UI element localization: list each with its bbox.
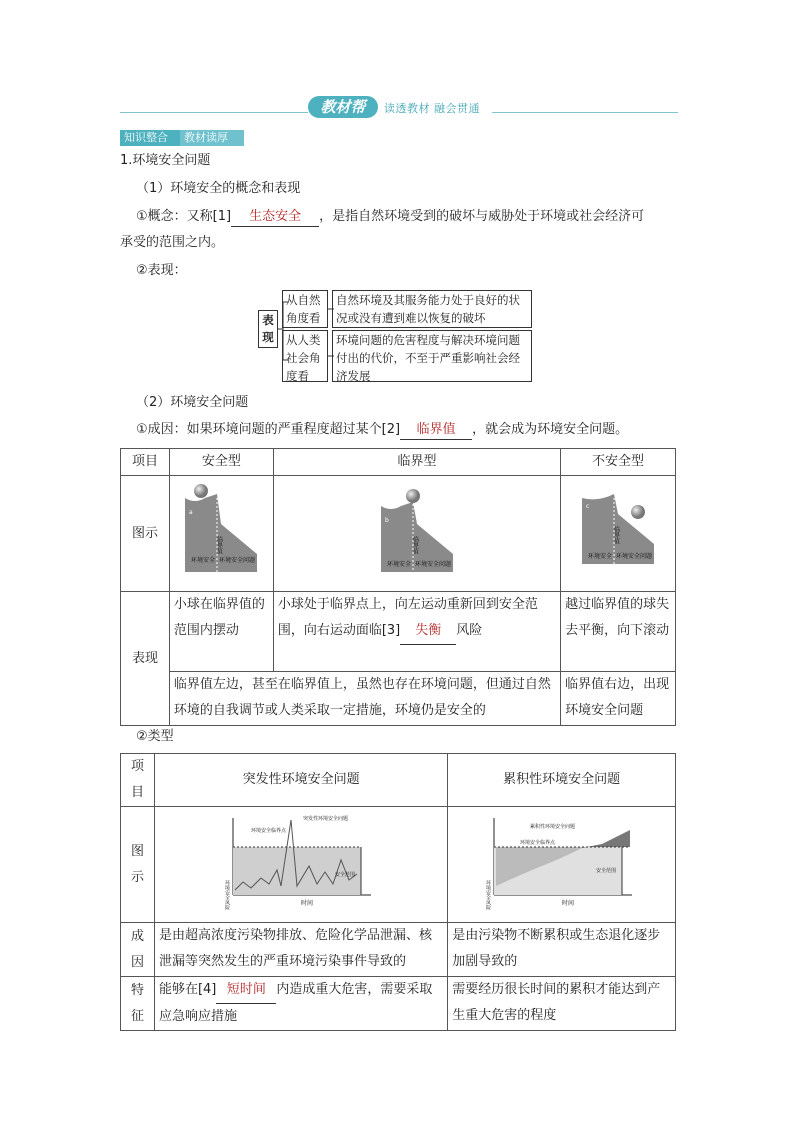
cause-answer: 临界值 bbox=[400, 421, 472, 440]
label-problem-a: 环境安全问题 bbox=[219, 556, 256, 564]
label-safe-b: 环境安全 bbox=[386, 560, 411, 568]
cause-left: 是由超高浓度污染物排放、危险化学品泄漏、核泄漏等突然发生的严重环境污染事件导致的 bbox=[154, 923, 447, 977]
concept-line bbox=[136, 208, 644, 227]
chart-cumulative bbox=[448, 807, 676, 923]
label-critical-mid: 临界值 bbox=[411, 535, 419, 554]
t2-header-sudden: 突发性环境安全问题 bbox=[154, 754, 447, 807]
show-safe: 小球在临界值的范围内摆动 bbox=[169, 592, 273, 672]
diagram-branch-nature-text: 自然环境及其服务能力处于良好的状况或没有遭到难以恢复的破坏 bbox=[332, 290, 532, 328]
concept-line2: 承受的范围之内。 bbox=[120, 235, 225, 250]
header-unsafe: 不安全型 bbox=[561, 449, 676, 476]
banner-subtitle: 读透教材 融会贯通 bbox=[384, 102, 480, 115]
show-critical-prefix: 小球处于临界点上，向左运动重新回到安全范围，向右运动面临[3] bbox=[277, 597, 538, 638]
show-merged: 临界值左边，甚至在临界值上，虽然也存在环境问题，但通过自然环境的自我调节或人类采取一定措施，环境仍是安全的 bbox=[169, 672, 560, 726]
concept-suffix: ，是指自然环境受到的破坏与威胁处于环境或社会经济可 bbox=[319, 209, 645, 224]
diagram-root: 表现 bbox=[258, 310, 278, 348]
cumulative-label: 累积性环境安全问题 bbox=[529, 823, 575, 830]
show-critical-answer: 失衡 bbox=[400, 618, 456, 645]
feature-left bbox=[154, 977, 447, 1031]
label-safe-a: 环境安全 bbox=[191, 556, 216, 564]
label-a: a bbox=[189, 508, 194, 516]
tag-textbook: 教材读厚 bbox=[180, 130, 244, 146]
t2-row-cause: 成因 bbox=[121, 923, 155, 977]
show-label: ②表现： bbox=[136, 263, 187, 278]
label-critical-safe: 临界值 bbox=[215, 535, 223, 554]
subheading-problem: （2）环境安全问题 bbox=[136, 395, 249, 410]
t2-header-cumulative: 累积性环境安全问题 bbox=[448, 754, 676, 807]
tag-knowledge: 知识整合 bbox=[120, 130, 184, 146]
feature-suffix: 内造成重大危害，需要采取应急响应措施 bbox=[158, 982, 433, 1024]
table-types-state bbox=[120, 448, 676, 726]
cause-right: 是由污染物不断累积或生态退化逐步加剧导致的 bbox=[448, 923, 676, 977]
feature-prefix: 能够在[4] bbox=[158, 982, 217, 997]
ylabel-right: 环境安全风险程度 bbox=[484, 879, 491, 910]
t2-row-figure: 图示 bbox=[121, 807, 155, 923]
cause-suffix: ，就会成为环境安全问题。 bbox=[472, 422, 629, 437]
label-safe-c: 环境安全 bbox=[588, 552, 613, 560]
concept-answer: 生态安全 bbox=[231, 208, 319, 227]
show-critical-suffix: 风险 bbox=[456, 623, 483, 638]
ylabel-left: 环境安全风险程度 bbox=[224, 879, 231, 910]
feature-right: 需要经历很长时间的累积才能达到产生重大危害的程度 bbox=[448, 977, 676, 1031]
row-label-figure: 图示 bbox=[121, 476, 170, 592]
diagram-branch-society-label: 从人类社会角度看 bbox=[282, 330, 328, 382]
subheading-concept: （1）环境安全的概念和表现 bbox=[136, 181, 301, 196]
xlabel-left: 时间 bbox=[301, 899, 314, 907]
cause-line bbox=[136, 421, 628, 440]
header-item: 项目 bbox=[121, 449, 170, 476]
show-right: 临界值右边，出现环境安全问题 bbox=[561, 672, 676, 726]
t2-row-feature: 特征 bbox=[121, 977, 155, 1031]
xlabel-right: 时间 bbox=[561, 899, 574, 907]
banner-title: 教材帮 bbox=[308, 96, 378, 118]
show-unsafe: 越过临界值的球失去平衡，向下滚动 bbox=[561, 592, 676, 672]
chart-sudden bbox=[154, 807, 447, 923]
header-safe: 安全型 bbox=[169, 449, 273, 476]
sudden-label: 突发性环境安全问题 bbox=[303, 815, 349, 822]
label-b: b bbox=[384, 516, 389, 524]
safe-range-right: 安全范围 bbox=[595, 867, 616, 874]
types-label: ②类型 bbox=[136, 729, 174, 744]
critical-left: 环境安全临界点 bbox=[251, 827, 287, 834]
header-critical: 临界型 bbox=[273, 449, 560, 476]
banner-line-left bbox=[120, 112, 308, 113]
label-problem-c: 环境安全问题 bbox=[616, 552, 653, 560]
banner-line-right bbox=[492, 112, 678, 113]
figure-unsafe bbox=[561, 476, 676, 592]
diagram-branch-society-text: 环境问题的危害程度与解决环境问题付出的代价，不至于严重影响社会经济发展 bbox=[332, 330, 532, 382]
table-types-problem bbox=[120, 753, 676, 1031]
figure-critical bbox=[273, 476, 560, 592]
figure-safe bbox=[169, 476, 273, 592]
t2-header-item: 项目 bbox=[121, 754, 155, 807]
label-problem-b: 环境安全问题 bbox=[414, 560, 451, 568]
diagram-branch-nature-label: 从自然角度看 bbox=[282, 290, 328, 328]
row-label-show: 表现 bbox=[121, 592, 170, 726]
feature-answer: 短时间 bbox=[216, 977, 276, 1004]
concept-prefix: ①概念：又称[1] bbox=[136, 209, 232, 224]
section-heading: 1.环境安全问题 bbox=[120, 153, 211, 168]
cause-prefix: ①成因：如果环境问题的严重程度超过某个[2] bbox=[136, 422, 401, 437]
label-c: c bbox=[586, 502, 590, 510]
safe-range-left: 安全范围 bbox=[335, 871, 356, 878]
show-critical bbox=[273, 592, 560, 672]
label-critical-unsafe: 临界值 bbox=[612, 525, 620, 544]
critical-right: 环境安全临界点 bbox=[519, 839, 555, 846]
